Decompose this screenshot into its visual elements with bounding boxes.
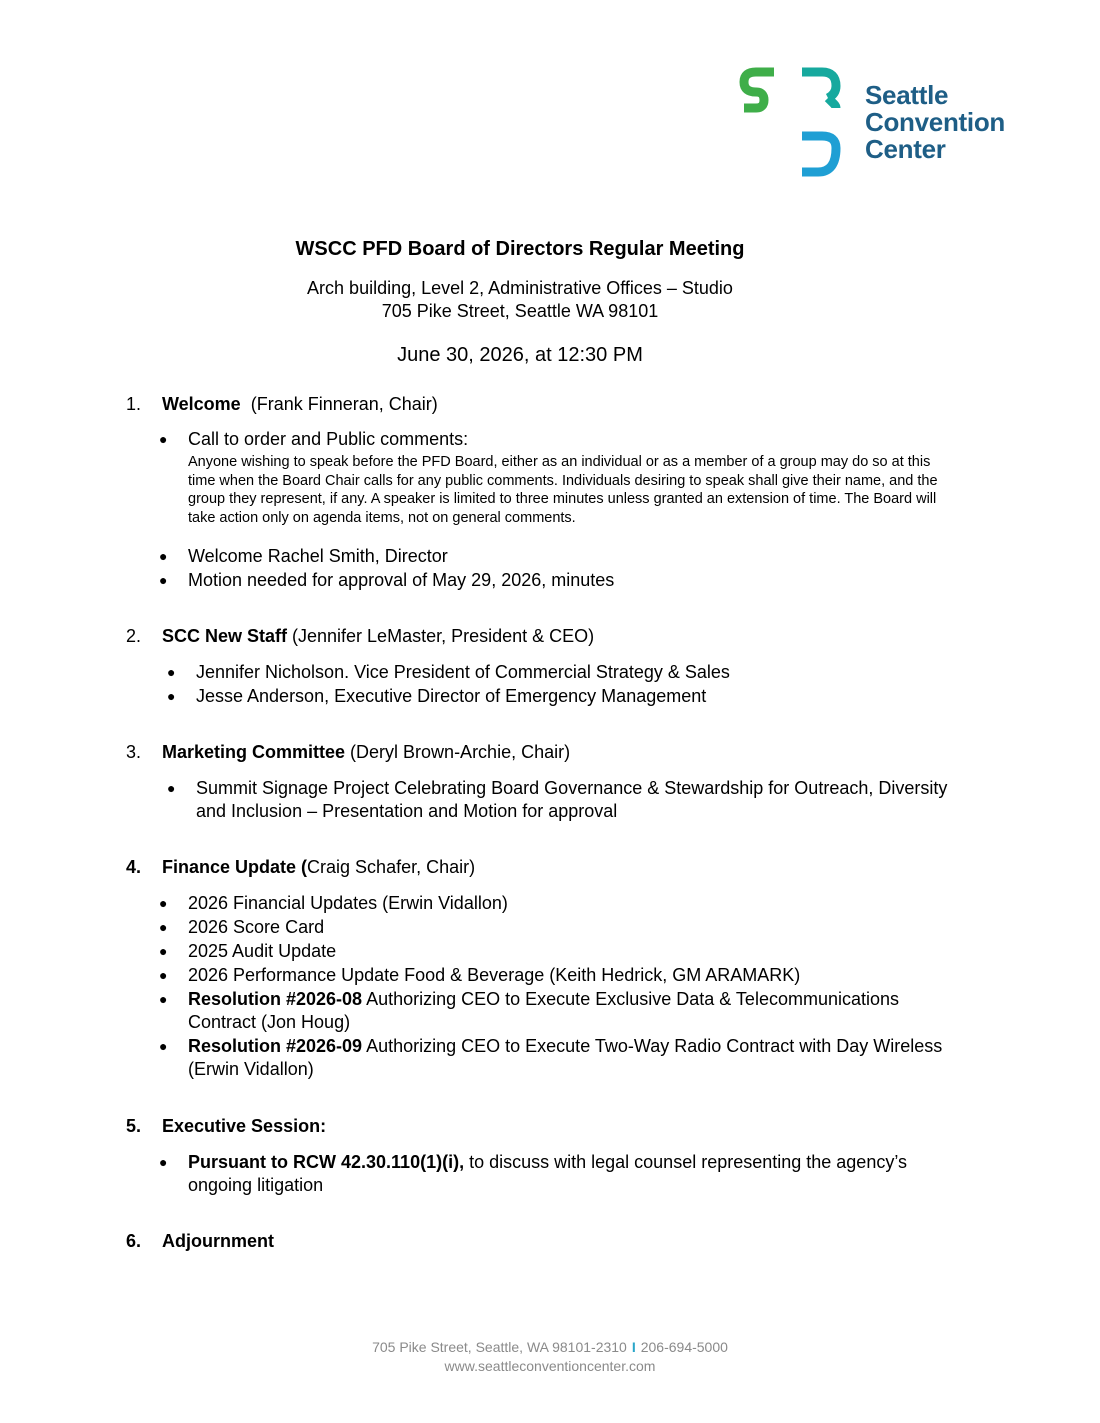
bullet-icon: ● xyxy=(159,431,168,447)
section-presenter: (Deryl Brown-Archie, Chair) xyxy=(345,742,571,762)
section-1-items xyxy=(159,428,958,528)
list-item xyxy=(167,685,966,708)
section-number: 2. xyxy=(126,626,142,646)
rcw-citation: Pursuant to RCW 42.30.110(1)(i), xyxy=(188,1152,465,1172)
meeting-date: June 30, 2026, at 12:30 PM xyxy=(397,344,643,366)
section-heading: Welcome xyxy=(162,394,241,414)
bullet-icon: ● xyxy=(167,688,176,704)
list-item xyxy=(159,892,958,915)
bullet-icon: ● xyxy=(159,548,168,564)
logo-line-3: Center xyxy=(865,134,946,164)
footer-website-row xyxy=(0,1358,1100,1374)
footer-contact xyxy=(0,1339,1100,1355)
item-text: to discuss with legal counsel representing the agency’s ongoing litigation xyxy=(188,1152,908,1195)
list-item xyxy=(159,569,958,592)
item-text: Motion needed for approval of May 29, 2026, minutes xyxy=(188,570,615,590)
section-number: 1. xyxy=(126,394,142,414)
venue-line-2: 705 Pike Street, Seattle WA 98101 xyxy=(381,301,659,321)
bullet-icon: ● xyxy=(167,780,176,796)
agenda-section-1 xyxy=(126,394,438,415)
bullet-icon: ● xyxy=(159,572,168,588)
public-comment-detail: Anyone wishing to speak before the PFD Board, either as an individual or as a member of a group may do so at this time when the Board Chair calls for any public comments. Individuals desiring to speak shall give their name, and the group they represent, if any. A speaker is limited to three minutes unless granted an extension of time. The Board will take action only on agenda items, not on general comments. xyxy=(188,454,938,526)
list-item xyxy=(159,428,958,527)
list-item xyxy=(159,545,958,568)
list-item xyxy=(159,916,958,939)
resolution-number: Resolution #2026-08 xyxy=(188,989,363,1009)
list-item xyxy=(159,964,958,987)
agenda-section-4 xyxy=(126,857,475,878)
section-heading: Executive Session: xyxy=(162,1116,327,1136)
section-presenter: Craig Schafer, Chair) xyxy=(307,857,476,877)
section-heading: Finance Update ( xyxy=(162,857,308,877)
bullet-icon: ● xyxy=(159,919,168,935)
meeting-title: WSCC PFD Board of Directors Regular Meeting xyxy=(295,238,745,260)
agenda-section-6 xyxy=(126,1231,274,1252)
item-text: Jesse Anderson, Executive Director of Emergency Management xyxy=(196,686,707,706)
section-number: 3. xyxy=(126,742,142,762)
item-text: Call to order and Public comments: xyxy=(188,429,469,449)
bullet-icon: ● xyxy=(159,943,168,959)
section-heading: SCC New Staff xyxy=(162,626,288,646)
section-number: 5. xyxy=(126,1116,142,1136)
item-text: 2026 Financial Updates (Erwin Vidallon) xyxy=(188,893,508,913)
footer-phone: 206-694-5000 xyxy=(640,1339,728,1355)
footer-separator: I xyxy=(631,1339,636,1355)
item-text: Welcome Rachel Smith, Director xyxy=(188,546,448,566)
footer-address: 705 Pike Street, Seattle, WA 98101-2310 xyxy=(372,1339,627,1355)
section-heading: Adjournment xyxy=(162,1231,274,1251)
logo-line-2: Convention xyxy=(865,107,1005,137)
bullet-icon: ● xyxy=(159,1154,168,1170)
bullet-icon: ● xyxy=(167,664,176,680)
item-text: Jennifer Nicholson. Vice President of Commercial Strategy & Sales xyxy=(196,662,730,682)
venue-line-1: Arch building, Level 2, Administrative Offices – Studio xyxy=(307,278,733,298)
section-2-items xyxy=(167,661,966,709)
section-5-items xyxy=(159,1151,928,1198)
agenda-section-2 xyxy=(126,626,594,647)
bullet-icon: ● xyxy=(159,1038,168,1054)
section-1-items-2 xyxy=(159,545,958,593)
item-text: 2025 Audit Update xyxy=(188,941,337,961)
resolution-number: Resolution #2026-09 xyxy=(188,1036,363,1056)
list-item xyxy=(159,1151,928,1197)
logo-mark-icon xyxy=(738,62,858,182)
footer-website: www.seattleconventioncenter.com xyxy=(444,1358,656,1374)
agenda-section-5 xyxy=(126,1116,326,1137)
list-item xyxy=(159,1035,958,1081)
section-heading: Marketing Committee xyxy=(162,742,346,762)
list-item xyxy=(159,988,958,1034)
item-text: 2026 Score Card xyxy=(188,917,325,937)
section-3-items xyxy=(167,777,956,824)
list-item xyxy=(159,940,958,963)
section-number: 4. xyxy=(126,857,142,877)
meeting-venue xyxy=(0,277,1040,323)
logo-wordmark xyxy=(865,82,1005,163)
agenda-section-3 xyxy=(126,742,570,763)
section-4-items xyxy=(159,892,958,1082)
bullet-icon: ● xyxy=(159,895,168,911)
item-text: 2026 Performance Update Food & Beverage (Keith Hedrick, GM ARAMARK) xyxy=(188,965,801,985)
item-text: Authorizing CEO to Execute Exclusive Data & Telecommunications Contract (Jon Houg) xyxy=(188,989,900,1032)
logo-line-1: Seattle xyxy=(865,80,949,110)
list-item xyxy=(167,661,966,684)
bullet-icon: ● xyxy=(159,967,168,983)
section-number: 6. xyxy=(126,1231,142,1251)
section-presenter: (Jennifer LeMaster, President & CEO) xyxy=(287,626,595,646)
bullet-icon: ● xyxy=(159,991,168,1007)
section-presenter: (Frank Finneran, Chair) xyxy=(240,394,438,414)
seattle-convention-center-logo xyxy=(738,62,1018,182)
item-text: Authorizing CEO to Execute Two-Way Radio Contract with Day Wireless (Erwin Vidallon) xyxy=(188,1036,943,1079)
item-text: Summit Signage Project Celebrating Board Governance & Stewardship for Outreach, Diversity and Inclusion – Presentation and Motion for approval xyxy=(196,778,948,821)
list-item xyxy=(167,777,956,823)
